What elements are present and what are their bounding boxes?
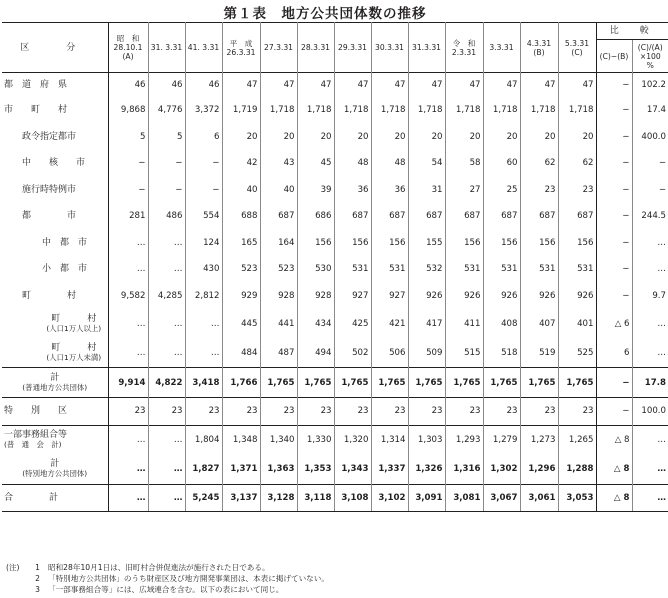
footnote: 3 「一部事務組合等」には、広域連合を含む。以下の表において同じ。 xyxy=(35,585,284,594)
table-cell: 687 xyxy=(334,203,371,230)
table-cell: 531 xyxy=(371,256,408,283)
row-label: 市 町 村 xyxy=(4,105,68,116)
table-cell: 47 xyxy=(260,73,297,98)
table-cell: 23 xyxy=(371,398,408,426)
diff-cell: − xyxy=(596,230,632,257)
table-cell: … xyxy=(148,338,185,368)
table-cell: 486 xyxy=(148,203,185,230)
table-cell: … xyxy=(108,309,148,338)
header-col: 30.3.31 xyxy=(371,23,408,73)
table-cell: 23 xyxy=(222,398,260,426)
table-cell: 20 xyxy=(334,124,371,151)
table-cell: 1,288 xyxy=(558,455,596,485)
table-cell: 3,372 xyxy=(185,97,222,124)
table-cell: 1,765 xyxy=(445,368,483,398)
table-cell: 1,718 xyxy=(371,97,408,124)
table-cell: 928 xyxy=(297,283,334,310)
table-cell: 25 xyxy=(483,177,520,204)
table-cell: 165 xyxy=(222,230,260,257)
table-cell: 1,765 xyxy=(558,368,596,398)
table-row xyxy=(2,256,668,283)
table-cell: 1,353 xyxy=(297,455,334,485)
table-cell: 686 xyxy=(297,203,334,230)
table-cell: 1,340 xyxy=(260,425,297,455)
table-cell: 417 xyxy=(408,309,445,338)
table-cell: 1,765 xyxy=(297,368,334,398)
table-row xyxy=(2,368,668,398)
table-title: 第１表 地方公共団体数の推移 xyxy=(223,6,427,22)
table-cell: 515 xyxy=(445,338,483,368)
table-cell: 494 xyxy=(297,338,334,368)
table-cell: 1,718 xyxy=(297,97,334,124)
table-cell: 421 xyxy=(371,309,408,338)
table-cell: 23 xyxy=(108,398,148,426)
table-cell: − xyxy=(108,177,148,204)
row-label: 町 村 (人口1万人未満) xyxy=(46,342,102,362)
header-col: 31. 3.31 xyxy=(148,23,185,73)
table-cell: 43 xyxy=(260,150,297,177)
table-cell: 1,273 xyxy=(520,425,558,455)
table-cell: 5,245 xyxy=(185,484,222,512)
diff-cell: − xyxy=(596,150,632,177)
ratio-cell: − xyxy=(632,177,668,204)
table-cell: 434 xyxy=(297,309,334,338)
table-cell: 1,766 xyxy=(222,368,260,398)
table-cell: 408 xyxy=(483,309,520,338)
table-cell: 401 xyxy=(558,309,596,338)
table-cell: 523 xyxy=(260,256,297,283)
header-col: 4.3.31 (B) xyxy=(520,23,558,73)
table-cell: − xyxy=(185,150,222,177)
table-row xyxy=(2,338,668,368)
table-cell: 31 xyxy=(408,177,445,204)
header-col: 平 成 26.3.31 xyxy=(222,23,260,73)
table-cell: 1,330 xyxy=(297,425,334,455)
table-cell: 411 xyxy=(445,309,483,338)
table-cell: 1,363 xyxy=(260,455,297,485)
table-cell: 20 xyxy=(260,124,297,151)
table-cell: … xyxy=(108,230,148,257)
table-cell: 47 xyxy=(520,73,558,98)
ratio-cell: 17.8 xyxy=(632,368,668,398)
table-cell: 1,718 xyxy=(334,97,371,124)
table-cell: 20 xyxy=(483,124,520,151)
table-cell: 62 xyxy=(558,150,596,177)
table-cell: 5 xyxy=(148,124,185,151)
table-cell: 1,804 xyxy=(185,425,222,455)
row-label: 計 (普通地方公共団体) xyxy=(2,368,108,398)
table-cell: 3,067 xyxy=(483,484,520,512)
table-cell: 1,765 xyxy=(334,368,371,398)
ratio-cell: … xyxy=(632,425,668,455)
diff-cell: − xyxy=(596,368,632,398)
ratio-cell: 100.0 xyxy=(632,398,668,426)
diff-cell: △ 6 xyxy=(596,309,632,338)
table-cell: 42 xyxy=(222,150,260,177)
table-cell: 3,091 xyxy=(408,484,445,512)
table-cell: 46 xyxy=(108,73,148,98)
table-cell: 60 xyxy=(483,150,520,177)
table-cell: 62 xyxy=(520,150,558,177)
table-cell: 1,326 xyxy=(408,455,445,485)
table-cell: 531 xyxy=(334,256,371,283)
table-cell: 1,718 xyxy=(260,97,297,124)
table-cell: 23 xyxy=(520,398,558,426)
table-cell: 518 xyxy=(483,338,520,368)
table-cell: 687 xyxy=(408,203,445,230)
table-cell: … xyxy=(185,309,222,338)
table-cell: − xyxy=(185,177,222,204)
ratio-cell: − xyxy=(632,150,668,177)
table-cell: … xyxy=(148,455,185,485)
ratio-cell: … xyxy=(632,338,668,368)
table-cell: … xyxy=(108,256,148,283)
table-cell: 23 xyxy=(408,398,445,426)
diff-cell: − xyxy=(596,73,632,98)
table-cell: 20 xyxy=(445,124,483,151)
table-row xyxy=(2,484,668,512)
table-cell: … xyxy=(108,455,148,485)
table-cell: 47 xyxy=(483,73,520,98)
table-cell: 27 xyxy=(445,177,483,204)
table-cell: 927 xyxy=(334,283,371,310)
table-cell: 441 xyxy=(260,309,297,338)
table-cell: 23 xyxy=(558,177,596,204)
table-cell: 54 xyxy=(408,150,445,177)
ratio-cell: 244.5 xyxy=(632,203,668,230)
table-cell: … xyxy=(148,484,185,512)
table-cell: 47 xyxy=(371,73,408,98)
table-cell: 1,765 xyxy=(371,368,408,398)
table-cell: 3,053 xyxy=(558,484,596,512)
table-cell: 425 xyxy=(334,309,371,338)
table-cell: 523 xyxy=(222,256,260,283)
table-cell: 3,108 xyxy=(334,484,371,512)
table-cell: 9,914 xyxy=(108,368,148,398)
table-cell: 926 xyxy=(408,283,445,310)
table-cell: 3,081 xyxy=(445,484,483,512)
header-category: 区 分 xyxy=(20,42,90,53)
header-col: 28.3.31 xyxy=(297,23,334,73)
table-cell: 47 xyxy=(334,73,371,98)
row-label: 都 市 xyxy=(22,211,77,222)
header-comparison: 比 較 xyxy=(596,23,668,40)
table-row xyxy=(2,73,668,98)
table-cell: 156 xyxy=(371,230,408,257)
table-cell: 687 xyxy=(445,203,483,230)
table-cell: 23 xyxy=(445,398,483,426)
ratio-cell: … xyxy=(632,455,668,485)
table-cell: 687 xyxy=(371,203,408,230)
table-cell: 1,293 xyxy=(445,425,483,455)
footnotes xyxy=(6,562,329,595)
table-cell: 156 xyxy=(297,230,334,257)
table-row xyxy=(2,398,668,426)
table-cell: 46 xyxy=(185,73,222,98)
table-cell: 23 xyxy=(185,398,222,426)
diff-cell: − xyxy=(596,283,632,310)
table-cell: 484 xyxy=(222,338,260,368)
table-cell: 1,718 xyxy=(558,97,596,124)
table-cell: 23 xyxy=(558,398,596,426)
table-cell: 1,348 xyxy=(222,425,260,455)
table-cell: 531 xyxy=(558,256,596,283)
row-label: 中 都 市 xyxy=(42,237,88,248)
table-row xyxy=(2,124,668,151)
row-label: 施行時特例市 xyxy=(22,184,77,195)
diff-cell: 6 xyxy=(596,338,632,368)
table-cell: 156 xyxy=(483,230,520,257)
table-cell: 3,061 xyxy=(520,484,558,512)
table-cell: 1,316 xyxy=(445,455,483,485)
table-cell: 1,765 xyxy=(260,368,297,398)
table-cell: 926 xyxy=(520,283,558,310)
table-cell: 525 xyxy=(558,338,596,368)
table-cell: 23 xyxy=(334,398,371,426)
table-cell: 23 xyxy=(148,398,185,426)
table-cell: … xyxy=(185,338,222,368)
table-cell: 164 xyxy=(260,230,297,257)
table-cell: 20 xyxy=(558,124,596,151)
table-cell: 47 xyxy=(558,73,596,98)
diff-cell: − xyxy=(596,256,632,283)
row-label: 小 都 市 xyxy=(42,264,88,275)
municipality-count-table xyxy=(2,22,668,512)
table-cell: 531 xyxy=(483,256,520,283)
table-cell: 3,128 xyxy=(260,484,297,512)
header-ratio: (C)/(A) ×100 % xyxy=(632,40,668,73)
header-col: 41. 3.31 xyxy=(185,23,222,73)
table-cell: 1,765 xyxy=(483,368,520,398)
table-cell: 506 xyxy=(371,338,408,368)
table-cell: 688 xyxy=(222,203,260,230)
table-cell: 687 xyxy=(260,203,297,230)
table-cell: 554 xyxy=(185,203,222,230)
table-cell: … xyxy=(108,425,148,455)
table-cell: 1,265 xyxy=(558,425,596,455)
table-cell: 530 xyxy=(297,256,334,283)
table-cell: 47 xyxy=(445,73,483,98)
table-cell: 502 xyxy=(334,338,371,368)
table-cell: 156 xyxy=(334,230,371,257)
header-col: 31.3.31 xyxy=(408,23,445,73)
row-label: 特 別 区 xyxy=(2,398,108,426)
table-cell: 407 xyxy=(520,309,558,338)
footnote: (注) 1 昭和28年10月1日は、旧町村合併促進法が施行された日である。 xyxy=(6,563,270,572)
table-cell: 1,827 xyxy=(185,455,222,485)
table-cell: 3,102 xyxy=(371,484,408,512)
table-cell: 36 xyxy=(334,177,371,204)
table-cell: 926 xyxy=(558,283,596,310)
header-diff: (C)−(B) xyxy=(596,40,632,73)
table-row xyxy=(2,283,668,310)
table-cell: 6 xyxy=(185,124,222,151)
diff-cell: △ 8 xyxy=(596,425,632,455)
table-cell: 2,812 xyxy=(185,283,222,310)
table-cell: 48 xyxy=(334,150,371,177)
table-cell: 58 xyxy=(445,150,483,177)
ratio-cell: 102.2 xyxy=(632,73,668,98)
footnote: 2 「特別地方公共団体」のうち財産区及び地方開発事業団は、本表に掲げていない。 xyxy=(35,574,329,583)
table-cell: 124 xyxy=(185,230,222,257)
table-cell: … xyxy=(148,256,185,283)
table-row xyxy=(2,455,668,485)
table-cell: 1,765 xyxy=(408,368,445,398)
table-cell: − xyxy=(108,150,148,177)
header-col: 5.3.31 (C) xyxy=(558,23,596,73)
ratio-cell: … xyxy=(632,484,668,512)
ratio-cell: … xyxy=(632,309,668,338)
table-cell: 1,302 xyxy=(483,455,520,485)
table-cell: 3,118 xyxy=(297,484,334,512)
table-cell: 1,765 xyxy=(520,368,558,398)
table-cell: 9,868 xyxy=(108,97,148,124)
diff-cell: − xyxy=(596,177,632,204)
table-cell: 926 xyxy=(445,283,483,310)
diff-cell: − xyxy=(596,398,632,426)
table-cell: − xyxy=(148,150,185,177)
row-label: 町 村 (人口1万人以上) xyxy=(46,313,102,333)
table-cell: 1,296 xyxy=(520,455,558,485)
table-cell: 1,718 xyxy=(445,97,483,124)
table-row xyxy=(2,309,668,338)
table-row xyxy=(2,97,668,124)
table-cell: 1,303 xyxy=(408,425,445,455)
table-row xyxy=(2,203,668,230)
table-cell: 532 xyxy=(408,256,445,283)
table-cell: 9,582 xyxy=(108,283,148,310)
table-cell: 4,822 xyxy=(148,368,185,398)
table-cell: 519 xyxy=(520,338,558,368)
table-cell: 3,137 xyxy=(222,484,260,512)
diff-cell: △ 8 xyxy=(596,455,632,485)
table-cell: 281 xyxy=(108,203,148,230)
table-cell: 445 xyxy=(222,309,260,338)
header-col: 27.3.31 xyxy=(260,23,297,73)
table-cell: 47 xyxy=(297,73,334,98)
table-cell: 47 xyxy=(222,73,260,98)
table-cell: 1,719 xyxy=(222,97,260,124)
table-cell: 48 xyxy=(371,150,408,177)
row-label: 中 核 市 xyxy=(22,158,86,169)
row-label: 政令指定都市 xyxy=(22,131,77,142)
table-cell: 20 xyxy=(371,124,408,151)
table-cell: … xyxy=(148,230,185,257)
header-col: 令 和 2.3.31 xyxy=(445,23,483,73)
table-cell: − xyxy=(148,177,185,204)
table-cell: … xyxy=(148,309,185,338)
table-row xyxy=(2,150,668,177)
ratio-cell: 17.4 xyxy=(632,97,668,124)
table-cell: 687 xyxy=(520,203,558,230)
table-cell: 40 xyxy=(260,177,297,204)
table-cell: 20 xyxy=(222,124,260,151)
table-cell: 929 xyxy=(222,283,260,310)
table-cell: 23 xyxy=(260,398,297,426)
table-row xyxy=(2,425,668,455)
table-cell: 1,371 xyxy=(222,455,260,485)
row-label: 合 計 xyxy=(2,484,108,512)
table-cell: 1,320 xyxy=(334,425,371,455)
table-cell: 927 xyxy=(371,283,408,310)
table-cell: 1,279 xyxy=(483,425,520,455)
table-cell: 20 xyxy=(520,124,558,151)
table-cell: 5 xyxy=(108,124,148,151)
table-cell: 156 xyxy=(558,230,596,257)
table-cell: 23 xyxy=(520,177,558,204)
table-cell: … xyxy=(148,425,185,455)
table-cell: 1,718 xyxy=(408,97,445,124)
table-cell: 46 xyxy=(148,73,185,98)
table-cell: 20 xyxy=(297,124,334,151)
table-cell: 531 xyxy=(520,256,558,283)
table-cell: 509 xyxy=(408,338,445,368)
table-cell: 156 xyxy=(445,230,483,257)
table-cell: 487 xyxy=(260,338,297,368)
header-col: 昭 和 28.10.1 (A) xyxy=(108,23,148,73)
table-cell: 3,418 xyxy=(185,368,222,398)
header-col: 29.3.31 xyxy=(334,23,371,73)
diff-cell: − xyxy=(596,97,632,124)
row-label: 計 (特別地方公共団体) xyxy=(22,459,88,478)
table-cell: 531 xyxy=(445,256,483,283)
row-label: 都 道 府 県 xyxy=(4,80,68,90)
table-cell: 1,337 xyxy=(371,455,408,485)
table-cell: 687 xyxy=(558,203,596,230)
row-label: 町 村 xyxy=(22,290,77,301)
table-cell: 4,776 xyxy=(148,97,185,124)
ratio-cell: 400.0 xyxy=(632,124,668,151)
table-cell: 47 xyxy=(408,73,445,98)
table-cell: 926 xyxy=(483,283,520,310)
table-cell: … xyxy=(108,338,148,368)
table-cell: … xyxy=(108,484,148,512)
table-cell: 20 xyxy=(408,124,445,151)
diff-cell: △ 8 xyxy=(596,484,632,512)
table-row xyxy=(2,230,668,257)
table-cell: 430 xyxy=(185,256,222,283)
table-cell: 687 xyxy=(483,203,520,230)
table-cell: 45 xyxy=(297,150,334,177)
table-cell: 156 xyxy=(520,230,558,257)
diff-cell: − xyxy=(596,203,632,230)
table-row xyxy=(2,177,668,204)
ratio-cell: … xyxy=(632,230,668,257)
table-cell: 4,285 xyxy=(148,283,185,310)
table-cell: 39 xyxy=(297,177,334,204)
diff-cell: − xyxy=(596,124,632,151)
row-label: 一部事務組合等 (普 通 会 計) xyxy=(2,425,108,455)
table-cell: 40 xyxy=(222,177,260,204)
table-cell: 155 xyxy=(408,230,445,257)
table-cell: 1,718 xyxy=(520,97,558,124)
table-cell: 1,718 xyxy=(483,97,520,124)
ratio-cell: … xyxy=(632,256,668,283)
table-cell: 1,343 xyxy=(334,455,371,485)
header-col: 3.3.31 xyxy=(483,23,520,73)
table-cell: 928 xyxy=(260,283,297,310)
table-cell: 1,314 xyxy=(371,425,408,455)
table-cell: 23 xyxy=(297,398,334,426)
ratio-cell: 9.7 xyxy=(632,283,668,310)
table-cell: 23 xyxy=(483,398,520,426)
table-cell: 36 xyxy=(371,177,408,204)
